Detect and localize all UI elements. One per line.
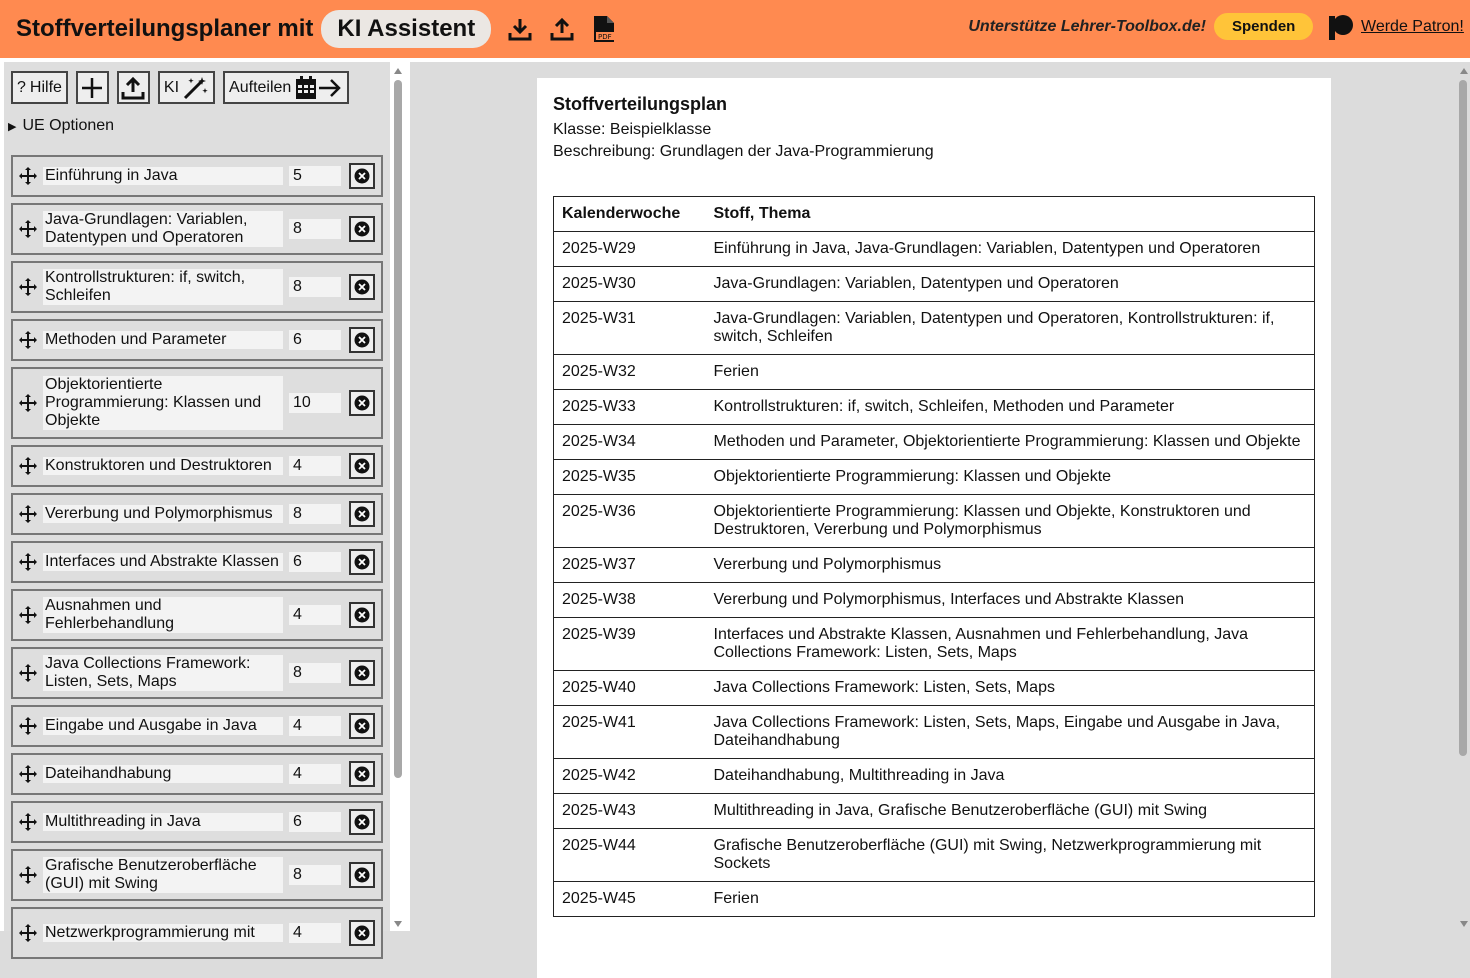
ue-options-toggle[interactable] — [8, 117, 114, 135]
table-row — [554, 583, 1315, 618]
support-text: Unterstütze Lehrer-Toolbox.de! — [968, 18, 1206, 35]
close-circle-icon — [354, 332, 370, 348]
week-cell: 2025-W29 — [554, 232, 706, 267]
close-circle-icon — [354, 395, 370, 411]
unit-item[interactable] — [11, 155, 383, 197]
svg-text:PDF: PDF — [598, 33, 612, 41]
unit-panel-inner — [4, 62, 390, 941]
move-icon[interactable] — [13, 167, 43, 185]
plan-sheet — [537, 78, 1331, 978]
unit-name[interactable]: Java-Grundlagen: Variablen, Datentypen und Operatoren — [43, 211, 283, 247]
topic-cell: Objektorientierte Programmierung: Klassen und Objekte — [706, 460, 1315, 495]
unit-list — [11, 155, 383, 965]
move-icon[interactable] — [13, 664, 43, 682]
delete-unit-button[interactable] — [349, 809, 375, 835]
move-icon[interactable] — [13, 220, 43, 238]
table-row — [554, 759, 1315, 794]
table-row — [554, 355, 1315, 390]
upload-units-button[interactable] — [117, 71, 150, 104]
ki-generate-button[interactable] — [158, 71, 215, 104]
calendar-arrow-icon — [295, 75, 343, 101]
plan-description: Beschreibung: Grundlagen der Java-Programmierung — [553, 143, 934, 160]
table-row — [554, 882, 1315, 917]
upload-icon — [121, 76, 145, 100]
scrollbar-thumb[interactable] — [1459, 80, 1467, 756]
unit-hours[interactable]: 4 — [289, 716, 341, 736]
unit-item[interactable] — [11, 647, 383, 699]
donate-button[interactable]: Spenden — [1214, 13, 1313, 40]
week-cell: 2025-W36 — [554, 495, 706, 548]
table-row — [554, 425, 1315, 460]
unit-item[interactable] — [11, 367, 383, 439]
week-cell: 2025-W39 — [554, 618, 706, 671]
unit-item[interactable] — [11, 753, 383, 795]
week-cell: 2025-W42 — [554, 759, 706, 794]
close-circle-icon — [354, 279, 370, 295]
delete-unit-button[interactable] — [349, 216, 375, 242]
unit-list-scrollbar[interactable] — [390, 62, 406, 931]
topic-cell: Java-Grundlagen: Variablen, Datentypen und Operatoren, Kontrollstrukturen: if, switch, Schleifen — [706, 302, 1315, 355]
unit-hours[interactable]: 4 — [289, 923, 341, 943]
unit-hours[interactable]: 8 — [289, 663, 341, 683]
unit-item[interactable] — [11, 589, 383, 641]
unit-hours[interactable]: 8 — [289, 219, 341, 239]
preview-top-border — [410, 58, 1470, 62]
unit-item[interactable] — [11, 705, 383, 747]
unit-item[interactable] — [11, 261, 383, 313]
disclosure-triangle-icon: ▶ — [8, 120, 17, 133]
topic-cell: Vererbung und Polymorphismus, Interfaces und Abstrakte Klassen — [706, 583, 1315, 618]
unit-hours[interactable]: 8 — [289, 277, 341, 297]
week-cell: 2025-W33 — [554, 390, 706, 425]
topic-cell: Kontrollstrukturen: if, switch, Schleifen, Methoden und Parameter — [706, 390, 1315, 425]
delete-unit-button[interactable] — [349, 862, 375, 888]
plan-title: Stoffverteilungsplan — [553, 94, 728, 114]
plan-table — [553, 196, 1315, 917]
unit-panel — [0, 58, 410, 941]
topic-cell: Interfaces und Abstrakte Klassen, Ausnahmen und Fehlerbehandlung, Java Collections Framework: Listen, Sets, Maps — [706, 618, 1315, 671]
unit-item[interactable] — [11, 203, 383, 255]
unit-name[interactable]: Methoden und Parameter — [43, 331, 283, 349]
unit-item[interactable] — [11, 907, 383, 959]
table-row — [554, 794, 1315, 829]
close-circle-icon — [354, 814, 370, 830]
app-title: Stoffverteilungsplaner mit — [16, 15, 314, 42]
week-cell: 2025-W31 — [554, 302, 706, 355]
move-icon[interactable] — [13, 331, 43, 349]
table-row — [554, 232, 1315, 267]
preview-scrollbar[interactable] — [1456, 62, 1470, 931]
table-row — [554, 618, 1315, 671]
patreon-icon[interactable] — [1327, 14, 1355, 42]
week-cell: 2025-W34 — [554, 425, 706, 460]
move-icon[interactable] — [13, 924, 43, 942]
topic-cell: Ferien — [706, 882, 1315, 917]
unit-item[interactable] — [11, 849, 383, 901]
unit-name[interactable]: Interfaces und Abstrakte Klassen — [43, 553, 283, 571]
week-cell: 2025-W41 — [554, 706, 706, 759]
close-circle-icon — [354, 458, 370, 474]
week-cell: 2025-W38 — [554, 583, 706, 618]
close-circle-icon — [354, 506, 370, 522]
app-header — [0, 0, 1470, 58]
move-icon[interactable] — [13, 505, 43, 523]
unit-hours[interactable]: 4 — [289, 764, 341, 784]
split-button[interactable] — [223, 71, 349, 104]
move-icon[interactable] — [13, 866, 43, 884]
topic-cell: Java-Grundlagen: Variablen, Datentypen und Operatoren — [706, 267, 1315, 302]
move-icon[interactable] — [13, 457, 43, 475]
ki-label: KI — [163, 78, 180, 96]
delete-unit-button[interactable] — [349, 549, 375, 575]
pdf-export-icon[interactable] — [591, 15, 617, 43]
unit-name[interactable]: Kontrollstrukturen: if, switch, Schleifen — [43, 269, 283, 305]
unit-name[interactable]: Ausnahmen und Fehlerbehandlung — [43, 597, 283, 633]
topic-cell: Java Collections Framework: Listen, Sets, Maps, Eingabe und Ausgabe in Java, Dateihandhabung — [706, 706, 1315, 759]
unit-hours[interactable]: 8 — [289, 504, 341, 524]
unit-name[interactable]: Einführung in Java — [43, 167, 283, 185]
plus-icon — [81, 77, 103, 99]
unit-name[interactable]: Vererbung und Polymorphismus — [43, 505, 283, 523]
table-row — [554, 460, 1315, 495]
unit-name[interactable]: Multithreading in Java — [43, 813, 283, 831]
add-unit-button[interactable] — [76, 71, 109, 104]
table-row — [554, 495, 1315, 548]
unit-item[interactable] — [11, 541, 383, 583]
delete-unit-button[interactable] — [349, 327, 375, 353]
topic-cell: Ferien — [706, 355, 1315, 390]
week-cell: 2025-W32 — [554, 355, 706, 390]
move-icon[interactable] — [13, 606, 43, 624]
delete-unit-button[interactable] — [349, 163, 375, 189]
topic-cell: Java Collections Framework: Listen, Sets, Maps — [706, 671, 1315, 706]
delete-unit-button[interactable] — [349, 501, 375, 527]
patron-link[interactable]: Werde Patron! — [1361, 18, 1464, 35]
unit-name[interactable]: Eingabe und Ausgabe in Java — [43, 717, 283, 735]
close-circle-icon — [354, 665, 370, 681]
close-circle-icon — [354, 554, 370, 570]
move-icon[interactable] — [13, 394, 43, 412]
scroll-up-icon[interactable] — [394, 68, 402, 74]
magic-wand-icon — [183, 76, 209, 100]
topic-cell: Multithreading in Java, Grafische Benutzeroberfläche (GUI) mit Swing — [706, 794, 1315, 829]
close-circle-icon — [354, 867, 370, 883]
help-button[interactable] — [11, 71, 68, 104]
scroll-up-icon[interactable] — [1460, 68, 1468, 74]
delete-unit-button[interactable] — [349, 390, 375, 416]
unit-hours[interactable]: 6 — [289, 552, 341, 572]
week-cell: 2025-W40 — [554, 671, 706, 706]
col-topic-header: Stoff, Thema — [706, 197, 1315, 232]
unit-name[interactable]: Java Collections Framework: Listen, Sets, Maps — [43, 655, 283, 691]
table-header-row — [554, 197, 1315, 232]
unit-hours[interactable]: 6 — [289, 812, 341, 832]
delete-unit-button[interactable] — [349, 274, 375, 300]
table-row — [554, 671, 1315, 706]
table-row — [554, 706, 1315, 759]
delete-unit-button[interactable] — [349, 453, 375, 479]
unit-hours[interactable]: 4 — [289, 456, 341, 476]
topic-cell: Vererbung und Polymorphismus — [706, 548, 1315, 583]
week-cell: 2025-W45 — [554, 882, 706, 917]
unit-name[interactable]: Grafische Benutzeroberfläche (GUI) mit Swing — [43, 857, 283, 893]
unit-hours[interactable]: 8 — [289, 865, 341, 885]
table-row — [554, 267, 1315, 302]
unit-name[interactable]: Dateihandhabung — [43, 765, 283, 783]
help-label: Hilfe — [29, 78, 62, 96]
table-row — [554, 302, 1315, 355]
delete-unit-button[interactable] — [349, 602, 375, 628]
topic-cell: Objektorientierte Programmierung: Klassen und Objekte, Konstruktoren und Destruktoren, Vererbung und Polymorphismus — [706, 495, 1315, 548]
unit-toolbar — [11, 71, 349, 104]
plan-class: Klasse: Beispielklasse — [553, 121, 712, 138]
table-row — [554, 829, 1315, 882]
unit-item[interactable] — [11, 445, 383, 487]
unit-item[interactable] — [11, 319, 383, 361]
table-row — [554, 548, 1315, 583]
ue-options-label: UE Optionen — [22, 117, 115, 134]
topic-cell: Dateihandhabung, Multithreading in Java — [706, 759, 1315, 794]
unit-hours[interactable]: 5 — [289, 166, 341, 186]
unit-name[interactable]: Konstruktoren und Destruktoren — [43, 457, 283, 475]
unit-hours[interactable]: 6 — [289, 330, 341, 350]
delete-unit-button[interactable] — [349, 920, 375, 946]
unit-item[interactable] — [11, 801, 383, 843]
week-cell: 2025-W37 — [554, 548, 706, 583]
move-icon[interactable] — [13, 765, 43, 783]
scroll-down-icon[interactable] — [1460, 921, 1468, 927]
delete-unit-button[interactable] — [349, 761, 375, 787]
scrollbar-thumb[interactable] — [394, 80, 402, 778]
close-circle-icon — [354, 607, 370, 623]
col-week-header: Kalenderwoche — [554, 197, 706, 232]
close-circle-icon — [354, 766, 370, 782]
download-icon[interactable] — [507, 15, 533, 43]
scroll-down-icon[interactable] — [394, 921, 402, 927]
week-cell: 2025-W43 — [554, 794, 706, 829]
upload-icon[interactable] — [549, 15, 575, 43]
topic-cell: Einführung in Java, Java-Grundlagen: Variablen, Datentypen und Operatoren — [706, 232, 1315, 267]
topic-cell: Grafische Benutzeroberfläche (GUI) mit Swing, Netzwerkprogrammierung mit Sockets — [706, 829, 1315, 882]
delete-unit-button[interactable] — [349, 660, 375, 686]
split-label: Aufteilen — [229, 78, 292, 96]
unit-hours[interactable]: 4 — [289, 605, 341, 625]
move-icon[interactable] — [13, 553, 43, 571]
move-icon[interactable] — [13, 813, 43, 831]
week-cell: 2025-W30 — [554, 267, 706, 302]
close-circle-icon — [354, 925, 370, 941]
ki-assistant-button[interactable]: KI Assistent — [321, 10, 491, 48]
unit-name[interactable]: Netzwerkprogrammierung mit — [43, 924, 283, 942]
close-circle-icon — [354, 221, 370, 237]
unit-item[interactable] — [11, 493, 383, 535]
help-icon: ? — [17, 78, 26, 96]
topic-cell: Methoden und Parameter, Objektorientierte Programmierung: Klassen und Objekte — [706, 425, 1315, 460]
delete-unit-button[interactable] — [349, 713, 375, 739]
plan-preview — [410, 58, 1470, 931]
week-cell: 2025-W35 — [554, 460, 706, 495]
table-row — [554, 390, 1315, 425]
close-circle-icon — [354, 718, 370, 734]
move-icon[interactable] — [13, 717, 43, 735]
week-cell: 2025-W44 — [554, 829, 706, 882]
unit-hours[interactable]: 10 — [289, 393, 341, 413]
unit-name[interactable]: Objektorientierte Programmierung: Klassen und Objekte — [43, 376, 283, 430]
move-icon[interactable] — [13, 278, 43, 296]
close-circle-icon — [354, 168, 370, 184]
